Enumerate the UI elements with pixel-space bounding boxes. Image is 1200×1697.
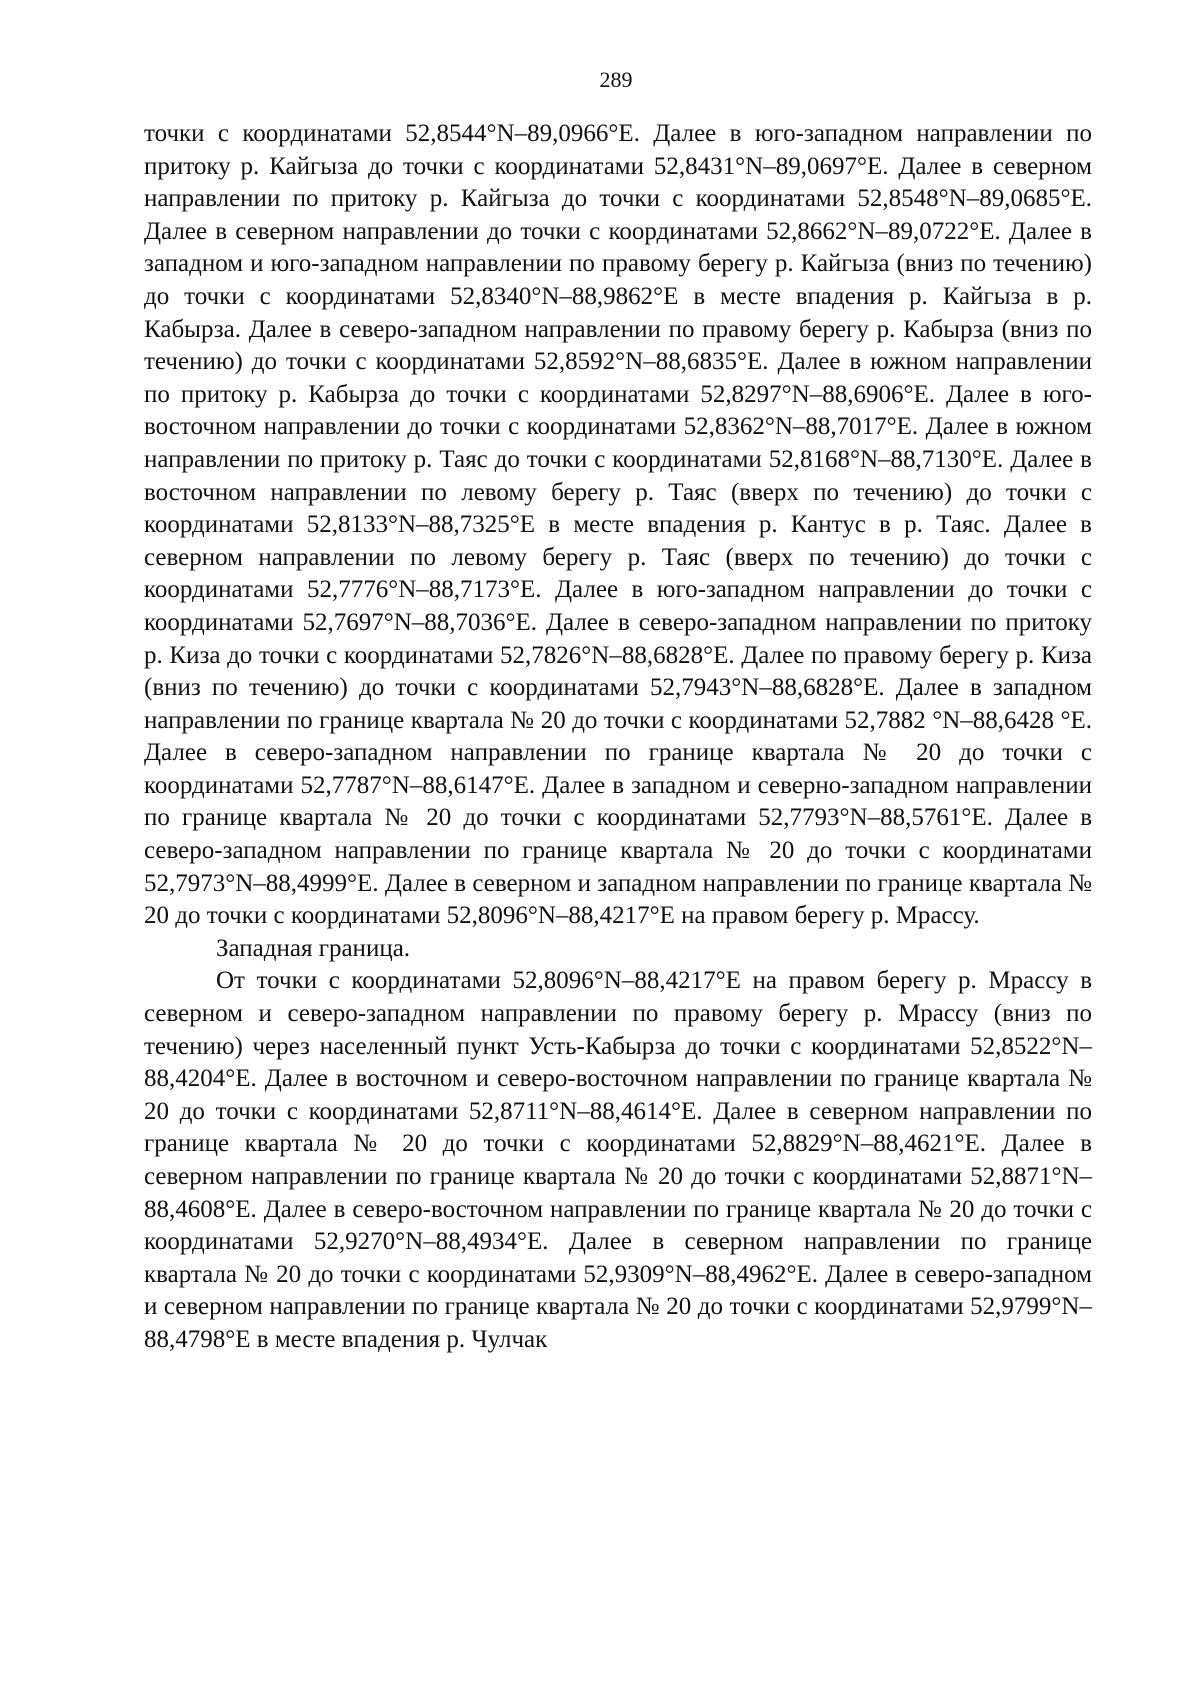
paragraph-west-boundary: От точки с координатами 52,8096°N–88,4217°E на правом берегу р. Мрассу в северном и северо-западном направлении по правому берегу р. Мрассу (вниз по течению) через населенный пункт Усть-Кабырза до точки с координатами 52,8522°N–88,4204°E. Далее в восточном и северо-восточном направлении по границе квартала № 20 до точки с координатами 52,8711°N–88,4614°E. Далее в северном направлении по границе квартала № 20 до точки с координатами 52,8829°N–88,4621°E. Далее в северном направлении по границе квартала № 20 до точки с координатами 52,8871°N–88,4608°E. Далее в северо-восточном направлении по границе квартала № 20 до точки с координатами 52,9270°N–88,4934°E. Далее в северном направлении по границе квартала № 20 до точки с координатами 52,9309°N–88,4962°E. Далее в северо-западном и северном направлении по границе квартала № 20 до точки с координатами 52,9799°N–88,4798°E в месте впадения р. Чулчак [144,967,1092,1353]
section-heading-west-boundary: Западная граница. [216,934,411,962]
document-body [144,118,1092,1357]
paragraph-east-boundary-continuation: точки с координатами 52,8544°N–89,0966°E. Далее в юго-западном направлении по притоку р. Кайгыза до точки с координатами 52,8431°N–89,0697°E. Далее в северном направлении по притоку р. Кайгыза до точки с координатами 52,8548°N–89,0685°E. Далее в северном направлении до точки с координатами 52,8662°N–89,0722°E. Далее в западном и юго-западном направлении по правому берегу р. Кайгыза (вниз по течению) до точки с координатами 52,8340°N–88,9862°E в месте впадения р. Кайгыза в р. Кабырза. Далее в северо-западном направлении по правому берегу р. Кабырза (вниз по течению) до точки с координатами 52,8592°N–88,6835°E. Далее в южном направлении по притоку р. Кабырза до точки с координатами 52,8297°N–88,6906°E. Далее в юго-восточном направлении до точки с координатами 52,8362°N–88,7017°E. Далее в южном направлении по притоку р. Таяс до точки с координатами 52,8168°N–88,7130°E. Далее в восточном направлении по левому берегу р. Таяс (вверх по течению) до точки с координатами 52,8133°N–88,7325°E в месте впадения р. Кантус в р. Таяс. Далее в северном направлении по левому берегу р. Таяс (вверх по течению) до точки с координатами 52,7776°N–88,7173°E. Далее в юго-западном направлении до точки с координатами 52,7697°N–88,7036°E. Далее в северо-западном направлении по притоку р. Киза до точки с координатами 52,7826°N–88,6828°E. Далее по правому берегу р. Киза (вниз по течению) до точки с координатами 52,7943°N–88,6828°E. Далее в западном направлении по границе квартала № 20 до точки с координатами 52,7882 °N–88,6428 °E. Далее в северо-западном направлении по границе квартала № 20 до точки с координатами 52,7787°N–88,6147°E. Далее в западном и северно-западном направлении по границе квартала № 20 до точки с координатами 52,7793°N–88,5761°E. Далее в северо-западном направлении по границе квартала № 20 до точки с координатами 52,7973°N–88,4999°E. Далее в северном и западном направлении по границе квартала № 20 до точки с координатами 52,8096°N–88,4217°E на правом берегу р. Мрассу. [144,120,1092,930]
page-number: 289 [599,67,633,92]
